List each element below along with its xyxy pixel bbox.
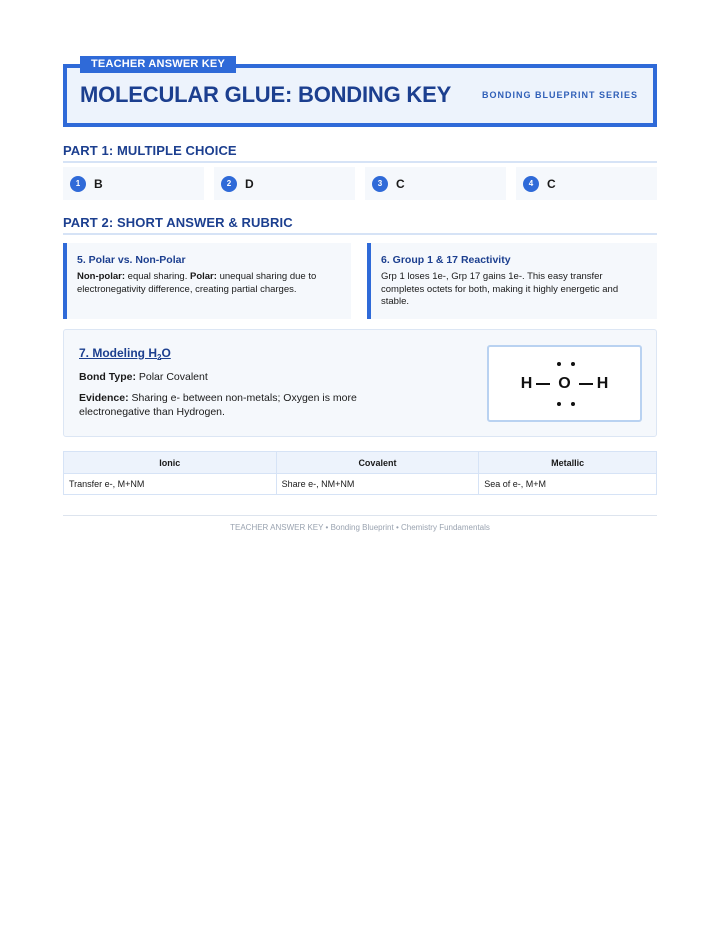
single-bond-right	[579, 383, 593, 385]
mc-answer-4	[516, 167, 657, 200]
table-header-row	[64, 452, 657, 474]
lone-pair-top	[557, 362, 575, 366]
single-bond-left	[536, 383, 550, 385]
table-cell-metallic: Sea of e-, M+M	[479, 474, 657, 495]
oxygen-atom: O	[558, 375, 571, 392]
multiple-choice-answers	[63, 167, 657, 200]
series-label: BONDING BLUEPRINT SERIES	[481, 90, 638, 100]
question-5-card	[63, 243, 351, 319]
answer-letter: B	[94, 176, 103, 191]
question-5-answer: Non-polar: equal sharing. Polar: unequal sharing due to electronegativity difference, creating partial charges.	[77, 271, 317, 295]
table-row	[64, 474, 657, 495]
answer-letter: D	[245, 176, 254, 191]
question-number-badge: 1	[70, 176, 86, 192]
mc-answer-1	[63, 167, 204, 200]
evidence-line: Evidence: Sharing e- between non-metals; Oxygen is more electronegative than Hydrogen.	[79, 392, 357, 418]
hydrogen-atom-left: H	[520, 375, 533, 392]
mc-answer-3	[365, 167, 506, 200]
part2-title: PART 2: SHORT ANSWER & RUBRIC	[63, 215, 657, 235]
hydrogen-atom-right: H	[596, 375, 609, 392]
teacher-key-tag: TEACHER ANSWER KEY	[80, 56, 236, 73]
answer-letter: C	[396, 176, 405, 191]
mc-answer-2	[214, 167, 355, 200]
table-cell-ionic: Transfer e-, M+NM	[64, 474, 277, 495]
question-6-answer: Grp 1 loses 1e-, Grp 17 gains 1e-. This easy transfer completes octets for both, making it highly energetic and stable.	[381, 271, 619, 307]
lone-pair-bottom	[557, 402, 575, 406]
question-number-badge: 2	[221, 176, 237, 192]
lewis-structure-diagram	[487, 345, 642, 422]
question-5-title: 5. Polar vs. Non-Polar	[77, 254, 186, 266]
column-header-covalent: Covalent	[276, 452, 479, 474]
part1-title: PART 1: MULTIPLE CHOICE	[63, 143, 657, 163]
column-header-metallic: Metallic	[479, 452, 657, 474]
page-title: MOLECULAR GLUE: BONDING KEY	[80, 82, 452, 107]
question-6-title: 6. Group 1 & 17 Reactivity	[381, 254, 511, 266]
question-6-card	[367, 243, 657, 319]
footer-text: TEACHER ANSWER KEY • Bonding Blueprint • Chemistry Fundamentals	[230, 523, 490, 532]
question-7-title: 7. Modeling $H_2O$	[79, 346, 171, 362]
question-number-badge: 4	[523, 176, 539, 192]
bond-comparison-table	[63, 451, 657, 495]
footer-divider	[63, 515, 657, 516]
question-7-card	[63, 329, 657, 437]
column-header-ionic: Ionic	[64, 452, 277, 474]
lewis-atoms	[489, 375, 640, 393]
table-cell-covalent: Share e-, NM+NM	[276, 474, 479, 495]
question-number-badge: 3	[372, 176, 388, 192]
answer-letter: C	[547, 176, 556, 191]
bond-type-line: Bond Type: Polar Covalent	[79, 371, 208, 383]
